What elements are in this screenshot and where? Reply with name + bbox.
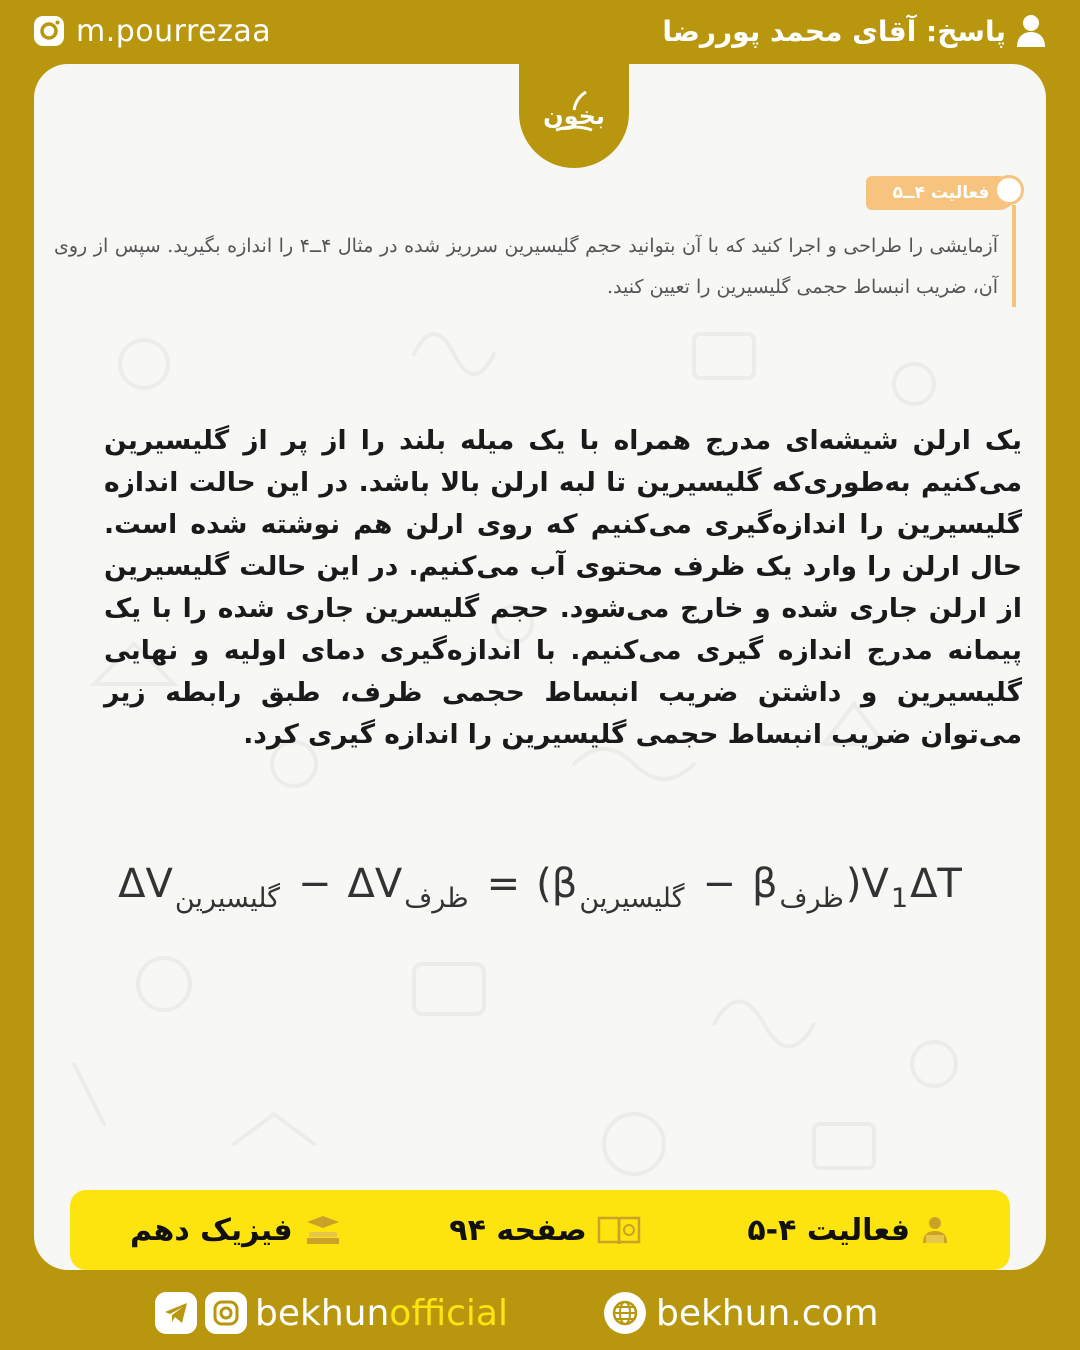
open-book-icon bbox=[597, 1214, 641, 1246]
book-question-text: آزمایشی را طراحی و اجرا کنید که با آن بتوانید حجم گلیسیرین سرریز شده در مثال ۴ــ۴ را اندازه بگیرید. سپس از روی آن، ضریب انبساط حجمی گلیسیرین را تعیین کنید. bbox=[54, 235, 998, 298]
info-bar bbox=[70, 1190, 1010, 1270]
activity-tag: فعالیت ۴ــ۵ bbox=[866, 176, 1016, 210]
website-link[interactable] bbox=[604, 1292, 879, 1334]
formula-v-main: V bbox=[861, 861, 889, 907]
formula-minus: − bbox=[298, 861, 332, 907]
volume-expansion-formula bbox=[70, 844, 1010, 924]
social-handle[interactable] bbox=[255, 1293, 508, 1334]
content-card bbox=[34, 64, 1046, 1270]
page-label: صفحه ۹۴ bbox=[449, 1212, 587, 1248]
social-handle-suffix: official bbox=[389, 1292, 508, 1334]
social-links[interactable] bbox=[155, 1292, 508, 1334]
formula-delta-t: ΔT bbox=[910, 861, 962, 907]
book-feather-logo-icon bbox=[542, 84, 606, 148]
formula-equals: = bbox=[486, 861, 521, 907]
formula-paren-close: ) bbox=[845, 861, 862, 907]
activity-tag-line bbox=[1012, 205, 1016, 307]
subject-label: فیزیک دهم bbox=[130, 1212, 293, 1248]
instagram-footer-icon[interactable] bbox=[205, 1292, 247, 1334]
website-url[interactable]: bekhun.com bbox=[656, 1292, 879, 1334]
user-icon bbox=[1016, 14, 1046, 48]
social-handle-prefix: bekhun bbox=[255, 1292, 390, 1334]
instagram-handle[interactable]: m.pourrezaa bbox=[76, 13, 272, 49]
formula-lhs-sub: گلیسیرین bbox=[174, 882, 281, 914]
answer-by: پاسخ: آقای محمد پوررضا bbox=[662, 14, 1006, 48]
page-info bbox=[449, 1213, 640, 1248]
formula-beta1-sub: گلیسیرین bbox=[579, 882, 685, 914]
formula-beta2-main: β bbox=[751, 861, 778, 907]
top-bar bbox=[0, 0, 1080, 62]
subject-info bbox=[130, 1213, 343, 1248]
formula-minus-2: − bbox=[702, 861, 736, 907]
globe-icon bbox=[604, 1292, 646, 1334]
graduation-books-icon bbox=[303, 1214, 343, 1246]
activity-info bbox=[747, 1213, 950, 1248]
telegram-icon[interactable] bbox=[155, 1292, 197, 1334]
formula-v-sub: 1 bbox=[890, 882, 909, 914]
answer-by-group bbox=[662, 10, 1046, 52]
answer-paragraph: یک ارلن شیشه‌ای مدرج همراه با یک میله بلند را از پر از گلیسیرین می‌کنیم به‌طوری‌که گلیسیرین تا لبه ارلن بالا باشد. در این حالت اندازه گلیسیرین را اندازه‌گیری می‌کنیم که روی ارلن هم نوشته شده است. حال ارلن را وارد یک ظرف محتوی آب می‌کنیم. در این حالت گلیسیرین از ارلن جاری شده و خارج می‌شود. حجم گلیسرین جاری شده را با یک پیمانه مدرج اندازه گیری می‌کنیم. با اندازه‌گیری دمای اولیه و نهایی گلیسیرین و داشتن ضریب انبساط حجمی ظرف، طبق رابطه زیر می‌توان ضریب انبساط حجمی گلیسیرین را اندازه گیری کرد. bbox=[104, 425, 1022, 750]
brand-logo bbox=[531, 73, 617, 159]
instagram-handle-group[interactable] bbox=[32, 10, 271, 52]
activity-tag-dot bbox=[994, 175, 1024, 205]
activity-label: فعالیت ۴-۵ bbox=[747, 1212, 910, 1248]
teacher-icon bbox=[920, 1215, 950, 1245]
formula-lhs-main: ΔV bbox=[118, 861, 173, 907]
formula-mid-main: ΔV bbox=[347, 861, 403, 907]
formula-paren-open: ( bbox=[536, 861, 552, 907]
instagram-icon bbox=[32, 14, 66, 48]
formula-mid-sub: ظرف bbox=[404, 882, 469, 914]
footer bbox=[0, 1284, 1080, 1350]
formula-beta1-main: β bbox=[551, 861, 578, 907]
formula-beta2-sub: ظرف bbox=[779, 882, 844, 914]
logo-text: بخون bbox=[543, 102, 605, 130]
